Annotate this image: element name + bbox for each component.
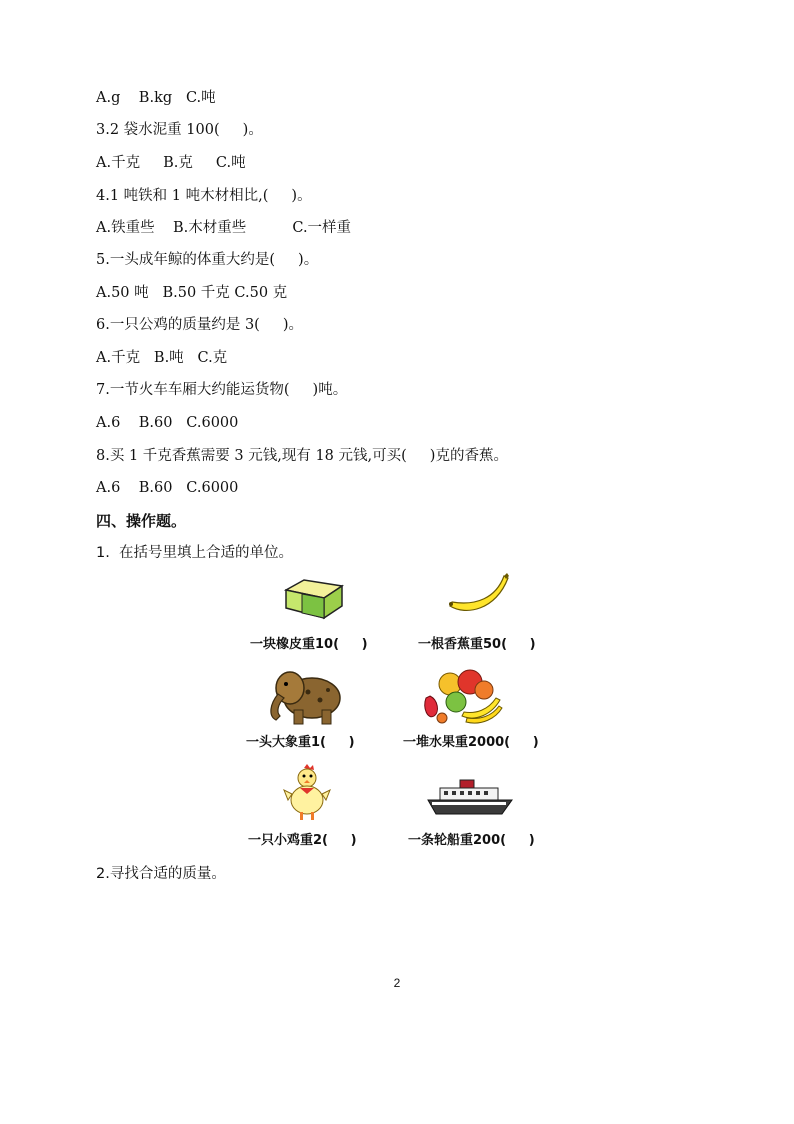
ship-icon [426, 776, 514, 818]
page-number: 2 [393, 976, 401, 990]
answer-options-line: A.千克 B.吨 C.克 [96, 350, 228, 366]
eraser-icon [282, 576, 346, 622]
item-caption: 一块橡皮重10( ) [250, 637, 368, 652]
question-line: 4.1 吨铁和 1 吨木材相比,( )。 [96, 188, 312, 204]
answer-options-line: A.6 B.60 C.6000 [96, 415, 239, 431]
item-caption: 一堆水果重2000( ) [403, 735, 539, 750]
question-line: 5.一头成年鲸的体重大约是( )。 [96, 252, 319, 268]
answer-options-line: A.铁重些 B.木材重些 C.一样重 [96, 220, 352, 236]
answer-options-line: A.6 B.60 C.6000 [96, 480, 239, 496]
answer-options-line: A.千克 B.克 C.吨 [96, 155, 246, 171]
question-title: 2.寻找合适的质量。 [96, 866, 226, 882]
item-caption: 一条轮船重200( ) [408, 833, 535, 848]
item-caption: 一根香蕉重50( ) [418, 637, 536, 652]
item-caption: 一头大象重1( ) [246, 735, 355, 750]
banana-icon [446, 572, 512, 616]
item-caption: 一只小鸡重2( ) [248, 833, 357, 848]
question-line: 8.买 1 千克香蕉需要 3 元钱,现有 18 元钱,可买( )克的香蕉。 [96, 448, 508, 464]
fruit-pile-icon [420, 664, 504, 726]
question-line: 6.一只公鸡的质量约是 3( )。 [96, 317, 304, 333]
answer-options-line: A.g B.kg C.吨 [96, 90, 216, 106]
question-title: 1. 在括号里填上合适的单位。 [96, 545, 294, 561]
elephant-icon [264, 664, 348, 728]
answer-options-line: A.50 吨 B.50 千克 C.50 克 [96, 285, 288, 301]
question-line: 7.一节火车车厢大约能运货物( )吨。 [96, 382, 348, 398]
chick-icon [282, 764, 332, 822]
question-line: 3.2 袋水泥重 100( )。 [96, 122, 263, 138]
section-title: 四、操作题。 [96, 512, 187, 530]
